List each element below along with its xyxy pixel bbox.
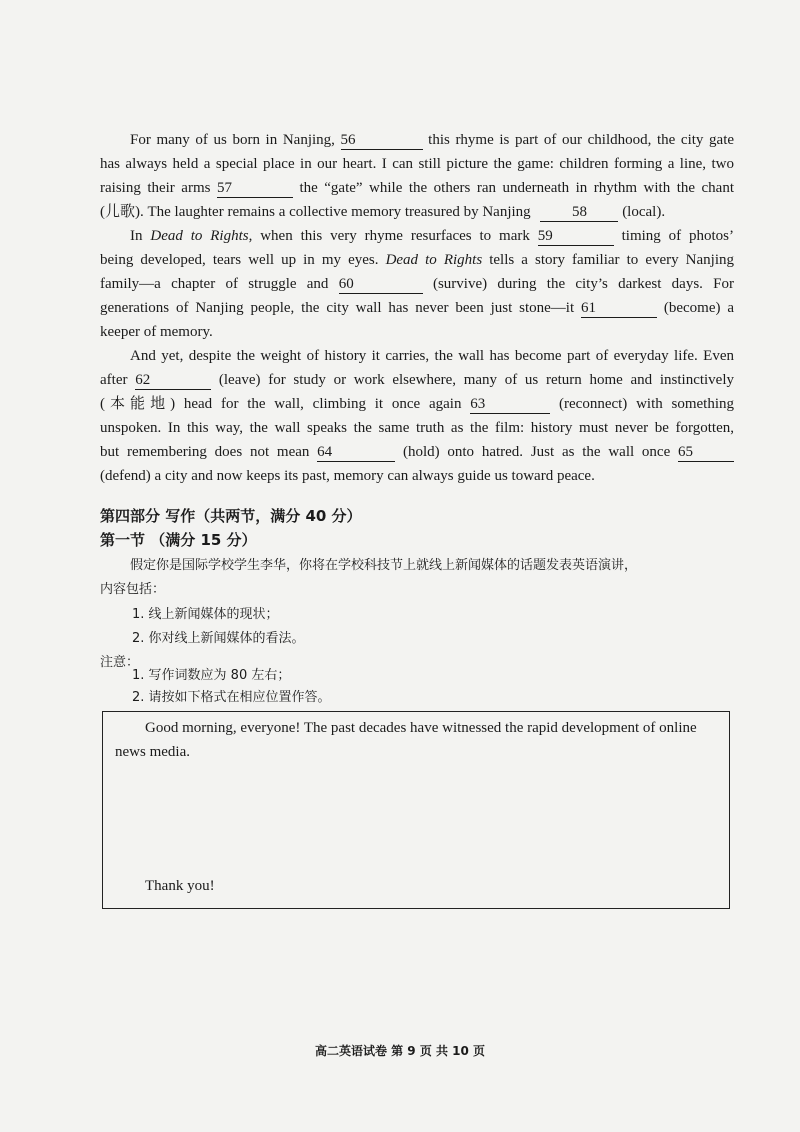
text: For many of us born in Nanjing, — [130, 132, 335, 148]
text: (hold) onto hatred. Just as the wall once — [402, 444, 671, 460]
text: (local). — [622, 204, 666, 220]
text: (defend) a city and now keeps its past, memory can always guide us toward peace. — [100, 468, 595, 484]
text: being developed, tears well up in my eyes. — [100, 252, 379, 268]
text: In — [130, 228, 143, 244]
box-closing: Thank you! — [145, 878, 215, 894]
text: , when this very rhyme resurfaces to mark — [248, 228, 530, 244]
prompt-line: 假定你是国际学校学生李华，你将在学校科技节上就线上新闻媒体的话题发表英语演讲， — [130, 558, 638, 573]
prompt-line: 内容包括： — [100, 582, 166, 597]
passage-line — [100, 176, 734, 200]
text: but remembering does not mean — [100, 444, 310, 460]
note-item: 1. 写作词数应为 80 左右； — [132, 668, 291, 683]
content-item: 1. 线上新闻媒体的现状； — [132, 607, 279, 622]
film-title: Dead to Rights — [385, 252, 483, 268]
text: tells a story familiar to every Nanjing — [489, 252, 735, 268]
blank-56[interactable]: 56 — [341, 131, 423, 150]
blank-58[interactable]: 58 — [540, 203, 618, 222]
blank-59[interactable]: 59 — [538, 227, 614, 246]
note-item: 2. 请按如下格式在相应位置作答。 — [132, 690, 331, 705]
text: unspoken. In this way, the wall speaks the same truth as the film: history must never be forgotten, — [100, 420, 734, 436]
content-item: 2. 你对线上新闻媒体的看法。 — [132, 631, 305, 646]
passage-line — [100, 152, 734, 176]
passage-line — [100, 128, 734, 152]
blank-57[interactable]: 57 — [217, 179, 293, 198]
page-footer: 高二英语试卷 第 9 页 共 10 页 — [314, 1044, 486, 1058]
cloze-passage — [100, 128, 734, 488]
text: (become) a — [663, 300, 735, 316]
text: (儿歌). The laughter remains a collective memory treasured by Nanjing — [100, 204, 531, 220]
passage-line — [100, 272, 734, 296]
notes-label: 注意： — [100, 655, 140, 670]
passage-line — [100, 392, 734, 416]
box-opening-line-2: news media. — [115, 744, 190, 760]
passage-line — [100, 440, 734, 464]
passage-line — [100, 344, 734, 368]
blank-64[interactable]: 64 — [317, 443, 395, 462]
blank-63[interactable]: 63 — [470, 395, 550, 414]
text: after — [100, 372, 128, 388]
text: generations of Nanjing people, the city wall has never been just stone—it — [100, 300, 575, 316]
film-title: Dead to Rights — [150, 228, 249, 244]
text: (survive) during the city’s darkest days. For — [432, 276, 735, 292]
passage-line — [100, 416, 734, 440]
part-title: 第四部分 写作（共两节，满分 40 分） — [100, 507, 362, 525]
passage-line — [100, 248, 734, 272]
text: has always held a special place in our heart. I can still picture the game: children forming a line, two — [100, 156, 734, 172]
box-opening-line: Good morning, everyone! The past decades have witnessed the rapid development of online — [145, 720, 697, 736]
text: this rhyme is part of our childhood, the city gate — [428, 132, 735, 148]
blank-65[interactable]: 65 — [678, 443, 734, 462]
blank-62[interactable]: 62 — [135, 371, 211, 390]
text: And yet, despite the weight of history it carries, the wall has become part of everyday life. Even — [130, 348, 734, 364]
passage-line — [100, 464, 734, 488]
passage-line — [100, 200, 734, 224]
text: (reconnect) with something — [559, 396, 735, 412]
blank-60[interactable]: 60 — [339, 275, 423, 294]
passage-line — [100, 224, 734, 248]
section-title: 第一节 （满分 15 分） — [100, 531, 257, 549]
text: the “gate” while the others ran underneath in rhythm with the chant — [299, 180, 735, 196]
text: (本能地) head for the wall, climbing it once again — [100, 396, 462, 412]
text: timing of photos’ — [621, 228, 735, 244]
passage-line — [100, 320, 734, 344]
text: keeper of memory. — [100, 324, 213, 340]
passage-line — [100, 368, 734, 392]
text: raising their arms — [100, 180, 211, 196]
show-through-text — [560, 470, 564, 483]
text: (leave) for study or work elsewhere, many of us return home and instinctively — [218, 372, 735, 388]
passage-line — [100, 296, 734, 320]
blank-61[interactable]: 61 — [581, 299, 657, 318]
text: family—a chapter of struggle and — [100, 276, 329, 292]
answer-box[interactable] — [102, 711, 730, 909]
